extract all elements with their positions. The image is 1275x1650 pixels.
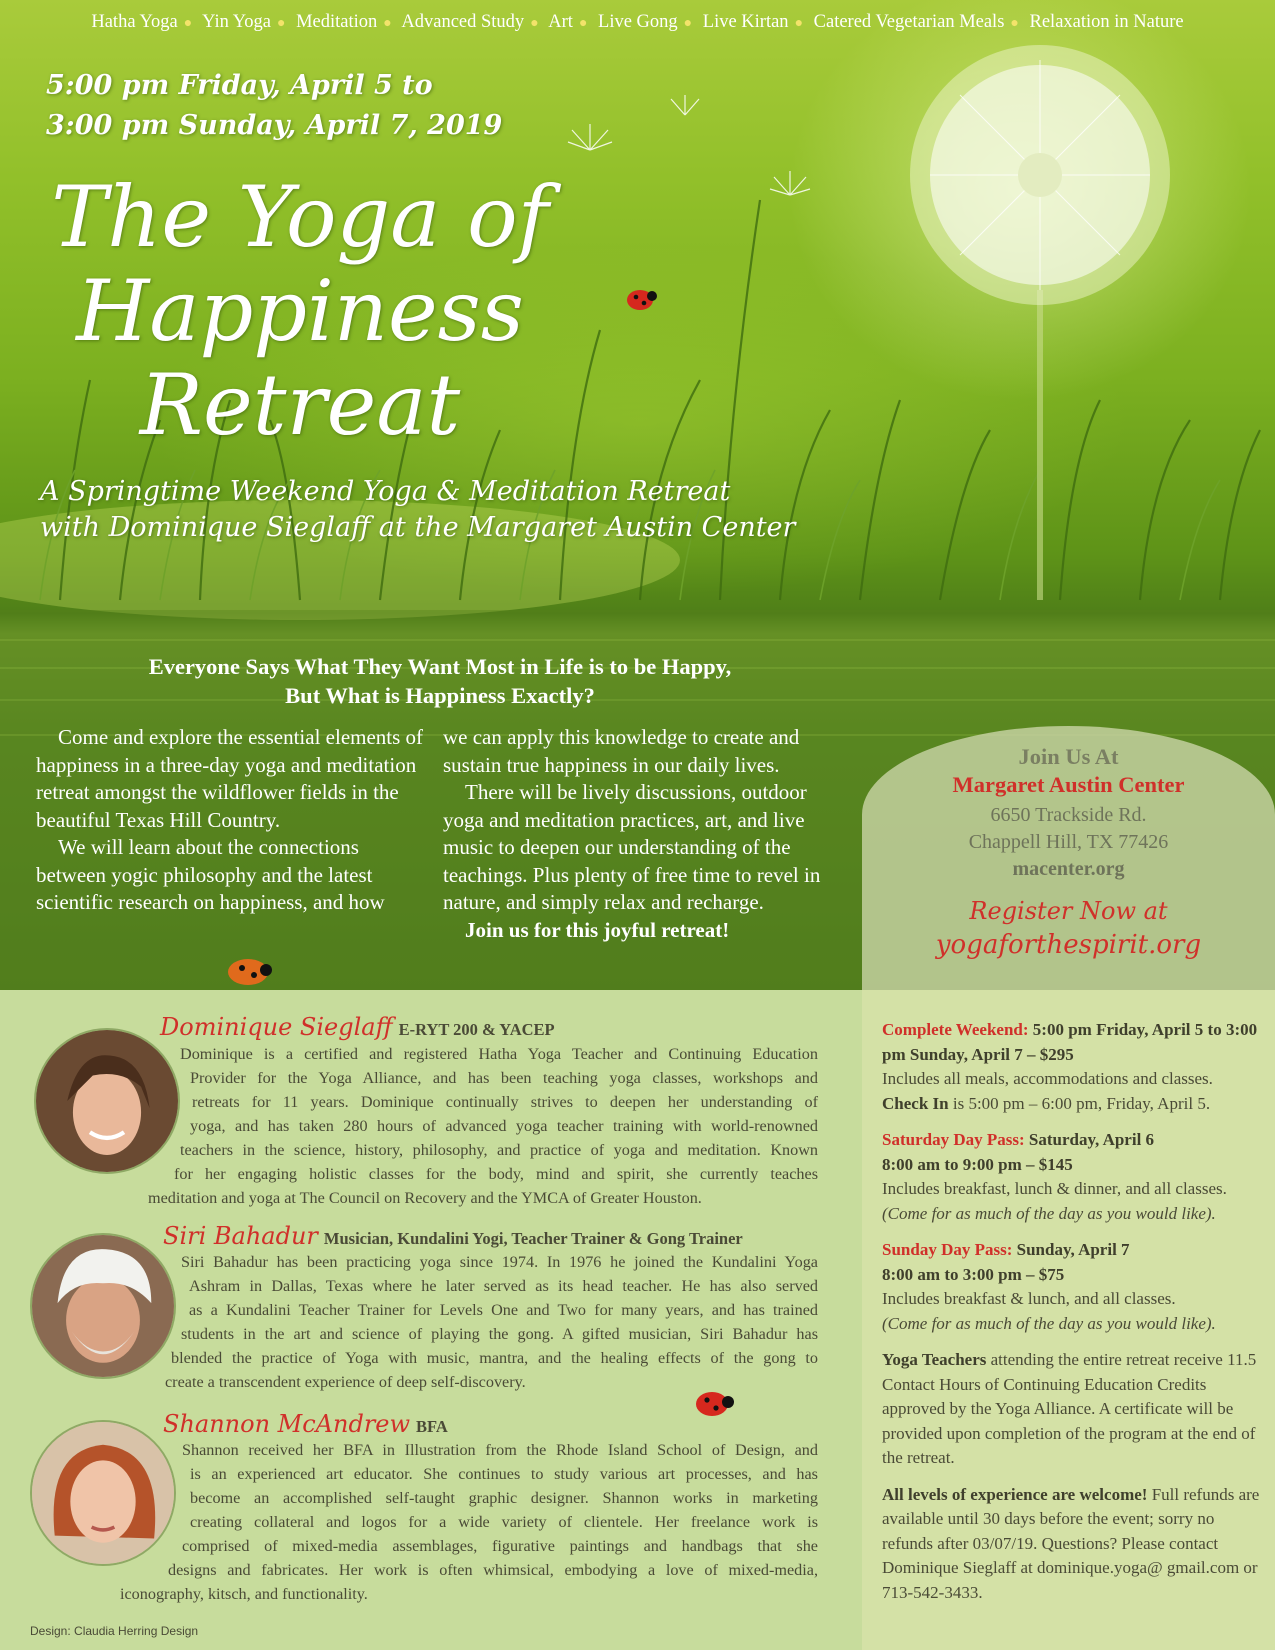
bio-credentials: BFA — [416, 1417, 448, 1436]
bio-text-shannon — [120, 1438, 818, 1606]
teachers-block — [882, 1348, 1262, 1471]
complete-time: 5:00 pm Friday, April 5 to 3:00 pm Sunday, April 7 – $295 — [882, 1020, 1258, 1064]
complete-label: Complete Weekend: — [882, 1020, 1029, 1039]
bio-text-siri — [165, 1250, 818, 1394]
sunday-pass-block — [882, 1238, 1262, 1336]
intro-column-right — [443, 724, 848, 944]
venue-address-line1: 6650 Trackside Rd. — [990, 804, 1147, 826]
ladybug-icon — [690, 1384, 746, 1420]
checkin-text: is 5:00 pm – 6:00 pm, Friday, April 5. — [952, 1093, 1211, 1113]
bio-line: retreats for 11 years. Dominique continually strives to deepen her understanding of — [192, 1093, 818, 1111]
sunday-date: Sunday, April 7 — [1016, 1240, 1130, 1259]
bio-line: creating collateral and logos for a wide variety of clientele. Her freelance work is — [190, 1513, 818, 1531]
teachers-text: attending the entire retreat receive 11.5 Contact Hours of Continuing Education Credits approved by the Yoga Alliance. A certificate will be provided upon completion of the program at the end of the retreat. — [882, 1350, 1257, 1467]
bio-line: create a transcendent experience of deep self-discovery. — [165, 1373, 526, 1391]
sunday-time: 8:00 am to 3:00 pm – $75 — [882, 1264, 1065, 1284]
ladybug-icon — [627, 290, 657, 310]
bio-line: is an experienced art educator. She continues to study various art processes, and has — [190, 1465, 818, 1483]
levels-text: Full refunds are available until 30 days before the event; sorry no refunds after 03/07/19. Questions? Please contact Dominique Sieglaff at dominique.yoga@ gmail.com or 713-542-3433. — [882, 1484, 1260, 1602]
date-start: 5:00 pm Friday, April 5 to — [46, 70, 433, 101]
tag-item: Yin Yoga — [202, 12, 272, 32]
bio-line: iconography, kitsch, and functionality. — [120, 1585, 368, 1603]
avatar-siri — [30, 1233, 176, 1379]
bio-name-text: Siri Bahadur — [163, 1222, 318, 1250]
bio-line: students in the art and science of playing the gong. A gifted musician, Siri Bahadur has — [181, 1325, 818, 1343]
intro-paragraph: we can apply this knowledge to create and sustain true happiness in our daily lives. — [443, 725, 800, 777]
saturday-pass-block — [882, 1128, 1262, 1226]
tag-item: Hatha Yoga — [91, 12, 178, 32]
pricing-details — [882, 1018, 1262, 1617]
tag-item: Relaxation in Nature — [1029, 12, 1184, 32]
bio-credentials: E-RYT 200 & YACEP — [398, 1020, 555, 1039]
title-line: The Yoga of — [51, 168, 549, 266]
subtitle-line: with Dominique Sieglaff at the Margaret Austin Center — [40, 512, 796, 543]
saturday-note: Includes breakfast, lunch & dinner, and all classes. — [882, 1179, 1227, 1198]
intro-paragraph: Come and explore the essential elements of happiness in a three-day yoga and meditation retreat amongst the wildflower fields in the beautiful Texas Hill Country. — [36, 725, 424, 832]
bio-text-dominique — [148, 1042, 818, 1210]
bio-name-text: Dominique Sieglaff — [160, 1013, 393, 1041]
intro-column-left — [36, 724, 431, 917]
saturday-label: Saturday Day Pass: — [882, 1130, 1025, 1149]
design-credit: Design: Claudia Herring Design — [30, 1624, 199, 1638]
bio-line: meditation and yoga at The Council on Recovery and the YMCA of Greater Houston. — [148, 1189, 702, 1207]
saturday-time: 8:00 am to 9:00 pm – $145 — [882, 1154, 1073, 1174]
title-line: Retreat — [139, 356, 461, 454]
tag-item: Live Gong — [598, 12, 678, 32]
intro-cta: Join us for this joyful retreat! — [465, 917, 730, 942]
title-line: Happiness — [76, 262, 524, 360]
subtitle-line: A Springtime Weekend Yoga & Meditation Retreat — [40, 476, 731, 507]
checkin-label: Check In — [882, 1093, 949, 1113]
levels-block — [882, 1483, 1262, 1606]
page-title — [40, 170, 560, 452]
complete-note: Includes all meals, accommodations and classes. — [882, 1069, 1213, 1088]
bio-line: as a Kundalini Teacher Trainer for Levels One and Two for many years, and has trained — [189, 1301, 818, 1319]
tag-item: Meditation — [296, 12, 378, 32]
intro-heading — [40, 652, 840, 710]
levels-label: All levels of experience are welcome! — [882, 1484, 1148, 1504]
bio-line: Dominique is a certified and registered Hatha Yoga Teacher and Continuing Education — [180, 1045, 818, 1063]
bio-name-dominique — [160, 1013, 555, 1041]
intro-paragraph: We will learn about the connections between yogic philosophy and the latest scientific research on happiness, and how — [36, 835, 385, 914]
tag-item: Art — [548, 12, 573, 32]
bio-name-siri — [163, 1222, 743, 1250]
activity-tag-list: Hatha Yoga ● Yin Yoga ● Meditation ● Advanced Study ● Art ● Live Gong ● Live Kirtan ● Catered Vegetarian Meals ● Relaxation in Nature — [91, 12, 1184, 32]
bio-line: designs and fabricates. Her work is often whimsical, embodying a love of mixed-media, — [168, 1561, 818, 1579]
join-heading: Join Us At — [1018, 744, 1119, 769]
register-label: Register Now at — [969, 897, 1168, 925]
bio-credentials: Musician, Kundalini Yogi, Teacher Trainer & Gong Trainer — [323, 1229, 743, 1248]
bio-name-text: Shannon McAndrew — [163, 1410, 411, 1438]
sunday-label: Sunday Day Pass: — [882, 1240, 1013, 1259]
bio-line: Siri Bahadur has been practicing yoga since 1974. In 1976 he joined the Kundalini Yoga — [181, 1253, 818, 1271]
tag-item: Advanced Study — [401, 12, 525, 32]
complete-weekend-block — [882, 1018, 1262, 1116]
sunday-note: Includes breakfast & lunch, and all classes. — [882, 1289, 1176, 1308]
sunday-italic: (Come for as much of the day as you would like). — [882, 1313, 1216, 1333]
bio-name-shannon — [163, 1410, 448, 1438]
teachers-label: Yoga Teachers — [882, 1350, 987, 1369]
venue-website-link[interactable]: macenter.org — [1012, 858, 1125, 880]
date-end: 3:00 pm Sunday, April 7, 2019 — [46, 110, 503, 141]
bio-line: for her engaging holistic classes for the body, mind and spirit, she currently teaches — [174, 1165, 818, 1183]
heading-line: But What is Happiness Exactly? — [285, 683, 595, 708]
event-dates — [46, 66, 502, 146]
bio-line: teachers in the science, history, philosophy, and practice of yoga and meditation. Known — [180, 1141, 818, 1159]
bio-line: Ashram in Dallas, Texas where he later served as its head teacher. He has also served — [189, 1277, 818, 1295]
tag-item: Live Kirtan — [702, 12, 789, 32]
bio-line: comprised of mixed-media assemblages, figurative paintings and handbags that she — [182, 1537, 818, 1555]
heading-line: Everyone Says What They Want Most in Life is to be Happy, — [148, 654, 732, 679]
bio-line: Shannon received her BFA in Illustration from the Rhode Island School of Design, and — [182, 1441, 818, 1459]
bio-line: become an accomplished self-taught graphic designer. Shannon works in marketing — [190, 1489, 818, 1507]
page-subtitle — [40, 474, 795, 546]
tag-item: Catered Vegetarian Meals — [813, 12, 1005, 32]
saturday-date: Saturday, April 6 — [1028, 1130, 1155, 1149]
bio-line: yoga, and has taken 280 hours of advanced yoga teacher training with world-renowned — [190, 1117, 818, 1135]
venue-panel — [862, 726, 1275, 990]
bio-line: Provider for the Yoga Alliance, and has been teaching yoga classes, workshops and — [190, 1069, 818, 1087]
bio-line: blended the practice of Yoga with music, mantra, and the healing effects of the gong to — [171, 1349, 818, 1367]
intro-paragraph: There will be lively discussions, outdoor yoga and meditation practices, art, and live music to deepen our understanding of the teachings. Plus plenty of free time to revel in nature, and simply relax and recharge. — [443, 780, 821, 914]
saturday-italic: (Come for as much of the day as you would like). — [882, 1203, 1216, 1223]
register-link[interactable]: yogaforthespirit.org — [935, 930, 1202, 960]
venue-address-line2: Chappell Hill, TX 77426 — [968, 831, 1169, 853]
venue-name: Margaret Austin Center — [952, 772, 1185, 797]
